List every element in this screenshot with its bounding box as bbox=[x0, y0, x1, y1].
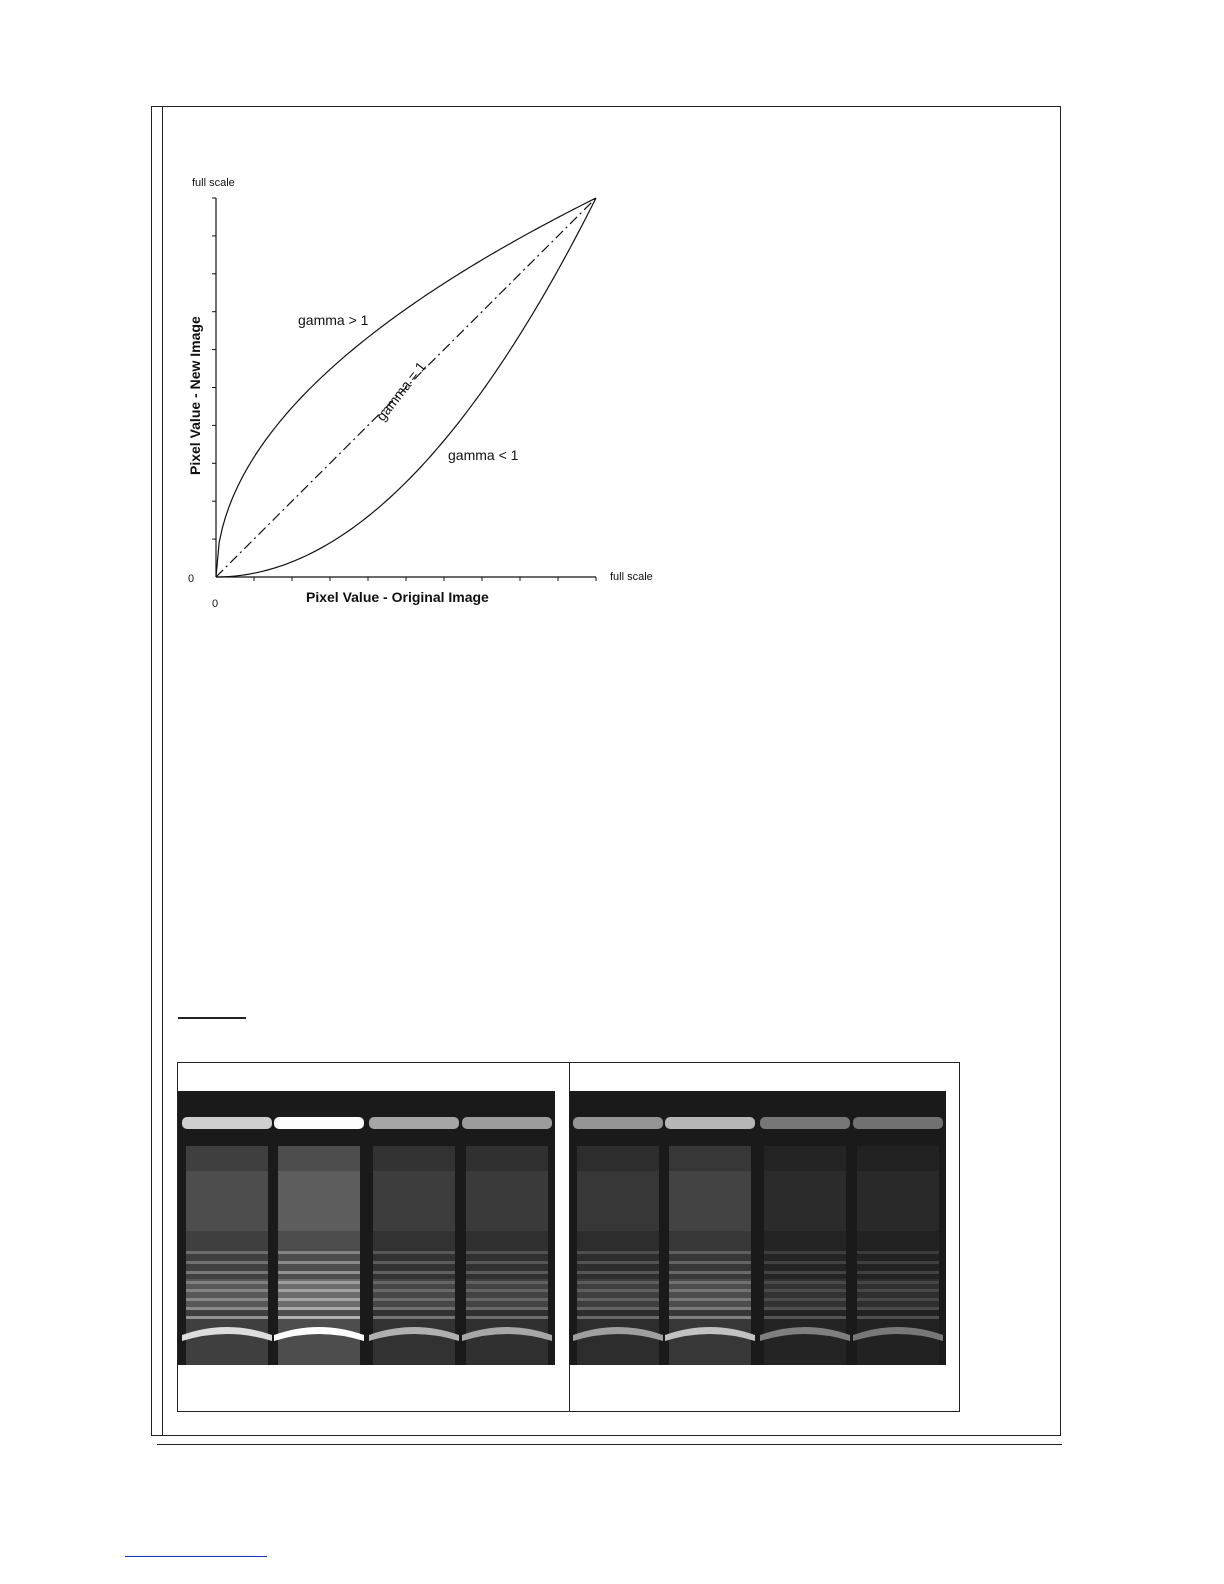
footer-rule bbox=[157, 1444, 1062, 1445]
gel-band bbox=[857, 1316, 939, 1319]
gel-band bbox=[669, 1251, 751, 1254]
gel-lane-glow bbox=[764, 1279, 846, 1309]
gel-band bbox=[857, 1251, 939, 1254]
gel-lane-smear bbox=[857, 1171, 939, 1231]
gel-image-original-graphic bbox=[178, 1091, 555, 1365]
page-frame-bottom bbox=[151, 1435, 1061, 1436]
gel-band bbox=[278, 1261, 360, 1264]
gel-band bbox=[278, 1316, 360, 1319]
gamma-chart bbox=[170, 165, 670, 615]
gel-lane-glow bbox=[373, 1279, 455, 1309]
gel-band bbox=[466, 1251, 548, 1254]
gel-band bbox=[466, 1316, 548, 1319]
gel-lane-smear bbox=[466, 1171, 548, 1231]
y-axis-label: Pixel Value - New Image bbox=[187, 316, 203, 475]
gel-band bbox=[669, 1261, 751, 1264]
section-rule bbox=[178, 1017, 246, 1019]
gel-band bbox=[669, 1316, 751, 1319]
gel-band bbox=[764, 1251, 846, 1254]
gel-band bbox=[857, 1261, 939, 1264]
gel-lane-smear bbox=[373, 1171, 455, 1231]
gel-band bbox=[466, 1271, 548, 1274]
series-label-gamma-eq-1: gamma = 1 bbox=[372, 358, 429, 424]
page-frame-right bbox=[1060, 106, 1061, 1436]
y-min-label: 0 bbox=[188, 573, 195, 585]
gel-image-gamma-corrected bbox=[569, 1091, 946, 1365]
gel-lane-smear bbox=[577, 1171, 659, 1231]
gel-band bbox=[669, 1271, 751, 1274]
gel-top-band bbox=[665, 1117, 755, 1129]
gel-band bbox=[186, 1316, 268, 1319]
gel-lane-glow bbox=[669, 1279, 751, 1309]
gel-band bbox=[278, 1251, 360, 1254]
gel-band bbox=[186, 1251, 268, 1254]
page-frame-left-outer bbox=[151, 106, 152, 1436]
gel-lane-glow bbox=[466, 1279, 548, 1309]
gel-top-band bbox=[760, 1117, 850, 1129]
gel-band bbox=[764, 1261, 846, 1264]
x-max-label: full scale bbox=[610, 571, 653, 583]
gel-top-band bbox=[462, 1117, 552, 1129]
gel-image-gamma-corrected-graphic bbox=[569, 1091, 946, 1365]
gel-lane-glow bbox=[186, 1279, 268, 1309]
gel-band bbox=[577, 1316, 659, 1319]
gel-band bbox=[373, 1316, 455, 1319]
gel-band bbox=[373, 1251, 455, 1254]
gel-band bbox=[373, 1271, 455, 1274]
gel-band bbox=[577, 1251, 659, 1254]
gel-band bbox=[577, 1261, 659, 1264]
gel-top-band bbox=[369, 1117, 459, 1129]
gel-lane-smear bbox=[669, 1171, 751, 1231]
x-axis-label: Pixel Value - Original Image bbox=[306, 589, 489, 605]
gel-lane-glow bbox=[278, 1279, 360, 1309]
gel-top-band bbox=[853, 1117, 943, 1129]
gel-band bbox=[278, 1271, 360, 1274]
gel-top-band bbox=[274, 1117, 364, 1129]
gel-band bbox=[466, 1261, 548, 1264]
gel-band bbox=[186, 1261, 268, 1264]
gel-lane-glow bbox=[857, 1279, 939, 1309]
gel-band bbox=[186, 1271, 268, 1274]
series-label-gamma-lt-1: gamma < 1 bbox=[448, 447, 519, 463]
gel-band bbox=[577, 1271, 659, 1274]
page-frame-top bbox=[151, 106, 1061, 107]
gel-lane-glow bbox=[577, 1279, 659, 1309]
gel-band bbox=[764, 1271, 846, 1274]
gel-image-original bbox=[178, 1091, 555, 1365]
gel-top-band bbox=[182, 1117, 272, 1129]
y-max-label: full scale bbox=[192, 177, 235, 189]
gel-lane-smear bbox=[278, 1171, 360, 1231]
page-frame-left-inner bbox=[162, 106, 163, 1436]
series-label-gamma-gt-1: gamma > 1 bbox=[298, 312, 369, 328]
x-min-label: 0 bbox=[212, 598, 219, 610]
footnote-link-underline bbox=[125, 1556, 267, 1557]
gel-band bbox=[857, 1271, 939, 1274]
gel-lane-smear bbox=[186, 1171, 268, 1231]
gel-image-comparison bbox=[177, 1062, 960, 1412]
gel-band bbox=[764, 1316, 846, 1319]
gel-top-band bbox=[573, 1117, 663, 1129]
gel-lane-smear bbox=[764, 1171, 846, 1231]
gel-band bbox=[373, 1261, 455, 1264]
